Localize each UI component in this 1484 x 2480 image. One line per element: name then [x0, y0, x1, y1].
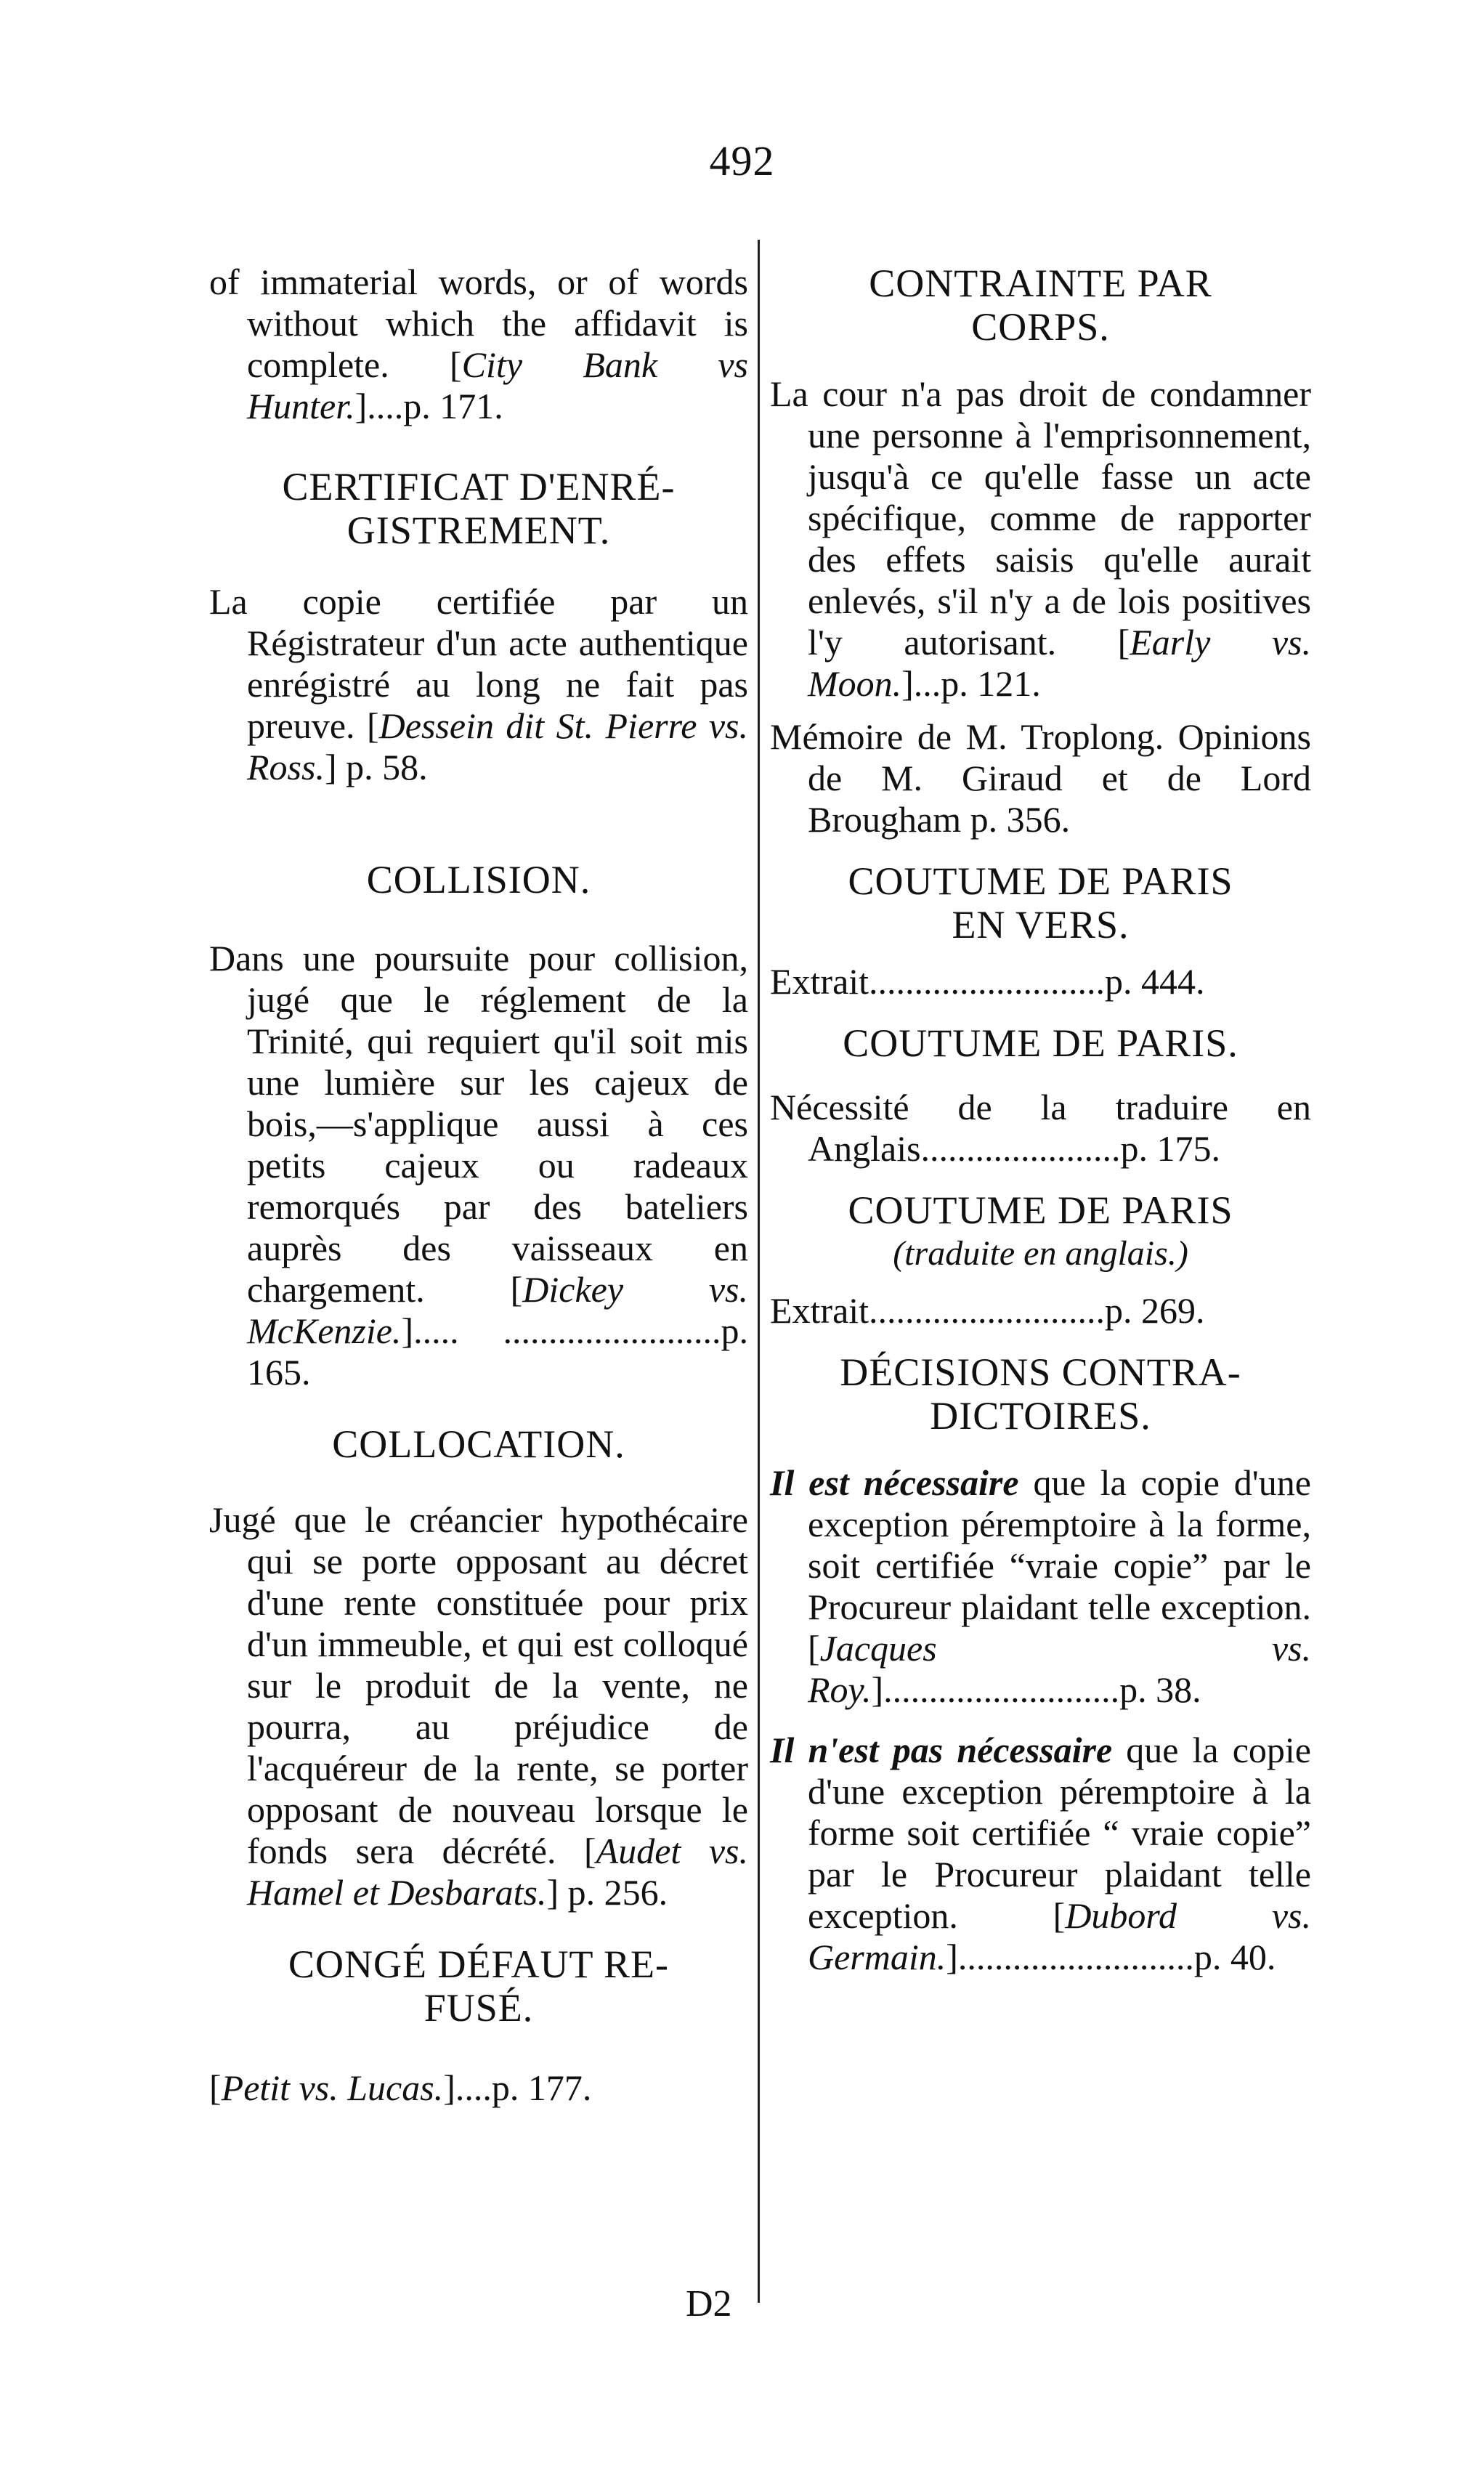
entry-text: of immaterial words, or of words without which the affidavit is complete. [ [209, 262, 748, 385]
case-citation: Dubord vs. Germain. [808, 1895, 1311, 1977]
entry-text: Mémoire de M. Troplong. Opinions de M. Giraud et de Lord Brougham p. 356. [770, 716, 1311, 840]
entry-text: Jugé que le créancier hypothécaire qui se porte opposant au décret d'une rente constituée pour prix d'un immeuble, et qui est colloqué sur le produit de la vente, ne pourra, au préjudice de l'acquéreur de la rente, se porter opposant de nouveau lorsque le fonds sera décrété. [ [209, 1499, 748, 1871]
index-entry [209, 1499, 748, 1913]
index-entry [209, 2067, 748, 2109]
heading-line: CORPS. [971, 305, 1110, 349]
case-citation: Dessein dit St. Pierre vs. Ross. [247, 705, 748, 787]
index-entry [770, 961, 1311, 1002]
heading-line: CONTRAINTE PAR [869, 262, 1212, 305]
case-citation: City Bank vs Hunter. [247, 344, 748, 426]
heading-line: DICTOIRES. [930, 1394, 1151, 1438]
section-heading [209, 1422, 748, 1466]
index-entry [770, 1462, 1311, 1711]
entry-text: que la copie d'une exception péremptoire à la forme soit certifiée “ vraie copie” par le Procureur plaidant telle exception. [ [808, 1730, 1311, 1936]
right-column [770, 240, 1311, 1978]
entry-text: ]..........................p. 40. [946, 1937, 1276, 1977]
heading-line: COLLISION. [366, 858, 591, 901]
heading-line: COLLOCATION. [332, 1422, 625, 1466]
index-entry [770, 373, 1311, 705]
entry-text: ] p. 58. [324, 747, 428, 787]
index-entry [209, 581, 748, 788]
case-citation: Jacques vs. Roy. [808, 1628, 1311, 1710]
case-citation: Audet vs. Hamel et Desbarats. [247, 1831, 748, 1913]
entry-text: Nécessité de la traduire en Anglais......................p. 175. [770, 1087, 1311, 1169]
index-entry [770, 1087, 1311, 1170]
index-entry [209, 938, 748, 1393]
heading-line: COUTUME DE PARIS [848, 1188, 1233, 1232]
case-citation: Dickey vs. McKenzie. [247, 1269, 748, 1351]
heading-line: CERTIFICAT D'ENRÉ- [282, 465, 676, 508]
signature-mark: D2 [686, 2283, 732, 2325]
heading-line: COUTUME DE PARIS [848, 859, 1233, 903]
entry-text: ] p. 256. [546, 1872, 668, 1913]
section-heading [209, 858, 748, 901]
page-number: 492 [709, 137, 775, 185]
entry-text: Extrait..........................p. 444. [770, 961, 1205, 1002]
case-citation: Early vs. Moon. [808, 622, 1311, 704]
entry-text: Extrait..........................p. 269. [770, 1290, 1205, 1331]
heading-line: FUSÉ. [423, 1986, 534, 2030]
entry-text: ]...p. 121. [901, 663, 1041, 704]
entry-text: Dans une poursuite pour collision, jugé que le réglement de la Trinité, qui requiert qu'il soit mis une lumière sur les cajeux de bois,—s'applique aussi à ces petits cajeux ou radeaux remorqués par des bateliers auprès des vaisseaux en chargement. [ [209, 938, 748, 1310]
index-entry [770, 716, 1311, 840]
section-heading [209, 1942, 748, 2030]
entry-text: ]..... ........................p. 165. [247, 1310, 748, 1393]
section-heading [770, 262, 1311, 349]
heading-line: DÉCISIONS CONTRA- [840, 1350, 1241, 1394]
column-divider [758, 240, 760, 2303]
emphasis-text: Il est nécessaire [770, 1462, 1019, 1503]
entry-text: ]....p. 177. [443, 2067, 592, 2108]
heading-line: CONGÉ DÉFAUT RE- [288, 1942, 669, 1986]
entry-text: que la copie d'une exception péremptoire à la forme, soit certifiée “vraie copie” par le Procureur plaidant telle exception. [ [808, 1462, 1311, 1669]
section-heading [770, 859, 1311, 947]
emphasis-text: Il n'est pas nécessaire [770, 1730, 1113, 1770]
heading-subtitle: (traduite en anglais.) [893, 1234, 1188, 1273]
section-heading [770, 1021, 1311, 1065]
left-column [209, 240, 748, 2109]
index-entry [770, 1290, 1311, 1332]
entry-text: La cour n'a pas droit de condamner une personne à l'emprisonnement, jusqu'à ce qu'elle fasse un acte spécifique, comme de rapporter des effets saisis qu'elle aurait enlevés, s'il n'y a de lois positives l'y autorisant. [ [770, 373, 1311, 662]
section-heading [209, 465, 748, 552]
heading-line: GISTREMENT. [346, 508, 611, 552]
section-heading [770, 1350, 1311, 1438]
index-entry [770, 1730, 1311, 1978]
entry-text: ]....p. 171. [354, 386, 503, 426]
entry-text: [ [209, 2067, 222, 2108]
index-entry [209, 262, 748, 427]
case-citation: Petit vs. Lucas. [221, 2067, 444, 2108]
entry-text: La copie certifiée par un Régistrateur d'un acte authentique enrégistré au long ne fait pas preuve. [ [209, 581, 748, 746]
heading-line: EN VERS. [952, 903, 1130, 947]
entry-text: ]..........................p. 38. [871, 1669, 1201, 1710]
section-heading [770, 1188, 1311, 1276]
heading-line: COUTUME DE PARIS. [843, 1021, 1238, 1065]
